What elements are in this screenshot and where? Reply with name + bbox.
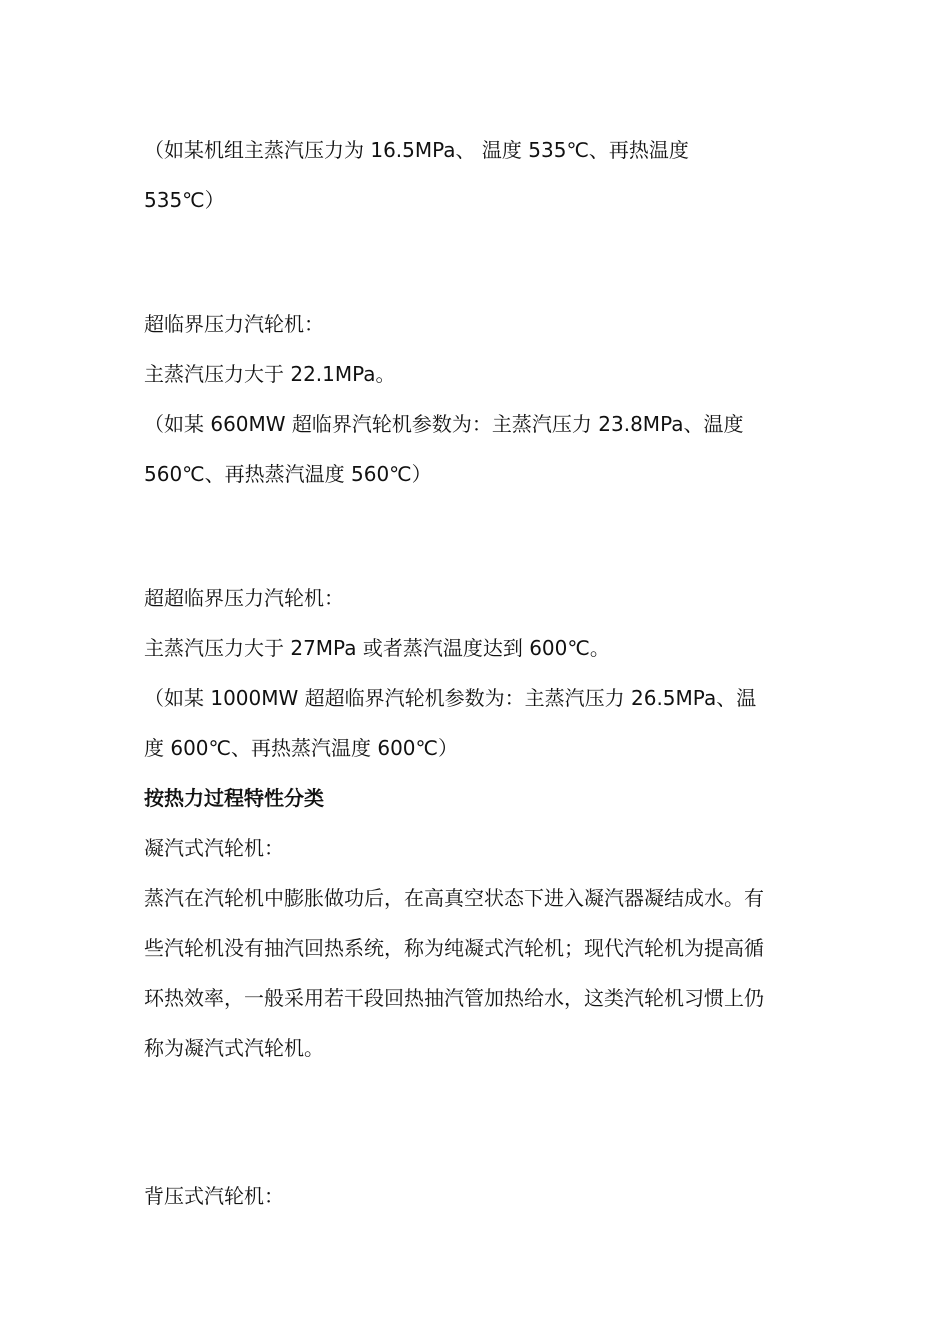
section-heading-ultra-supercritical: 超超临界压力汽轮机： xyxy=(144,586,344,610)
paragraph-line: 环热效率，一般采用若干段回热抽汽管加热给水，这类汽轮机习惯上仍 xyxy=(144,986,764,1010)
text-line: （如某 660MW 超临界汽轮机参数为：主蒸汽压力 23.8MPa、温度 xyxy=(144,412,744,436)
paragraph-line: 称为凝汽式汽轮机。 xyxy=(144,1036,324,1060)
bold-heading-thermal-classification: 按热力过程特性分类 xyxy=(144,786,324,810)
text-line: 主蒸汽压力大于 27MPa 或者蒸汽温度达到 600℃。 xyxy=(144,636,610,660)
paragraph-line: 些汽轮机没有抽汽回热系统，称为纯凝式汽轮机；现代汽轮机为提高循 xyxy=(144,936,764,960)
section-heading-back-pressure: 背压式汽轮机： xyxy=(144,1184,284,1208)
text-line: （如某机组主蒸汽压力为 16.5MPa、 温度 535℃、再热温度 xyxy=(144,138,689,162)
text-line: 主蒸汽压力大于 22.1MPa。 xyxy=(144,362,396,386)
section-heading-supercritical: 超临界压力汽轮机： xyxy=(144,312,324,336)
section-heading-condensing: 凝汽式汽轮机： xyxy=(144,836,284,860)
paragraph-line: 蒸汽在汽轮机中膨胀做功后，在高真空状态下进入凝汽器凝结成水。有 xyxy=(144,886,764,910)
text-line: 560℃、再热蒸汽温度 560℃） xyxy=(144,462,432,486)
text-line: 度 600℃、再热蒸汽温度 600℃） xyxy=(144,736,458,760)
text-line: 535℃） xyxy=(144,188,225,212)
text-line: （如某 1000MW 超超临界汽轮机参数为：主蒸汽压力 26.5MPa、温 xyxy=(144,686,757,710)
